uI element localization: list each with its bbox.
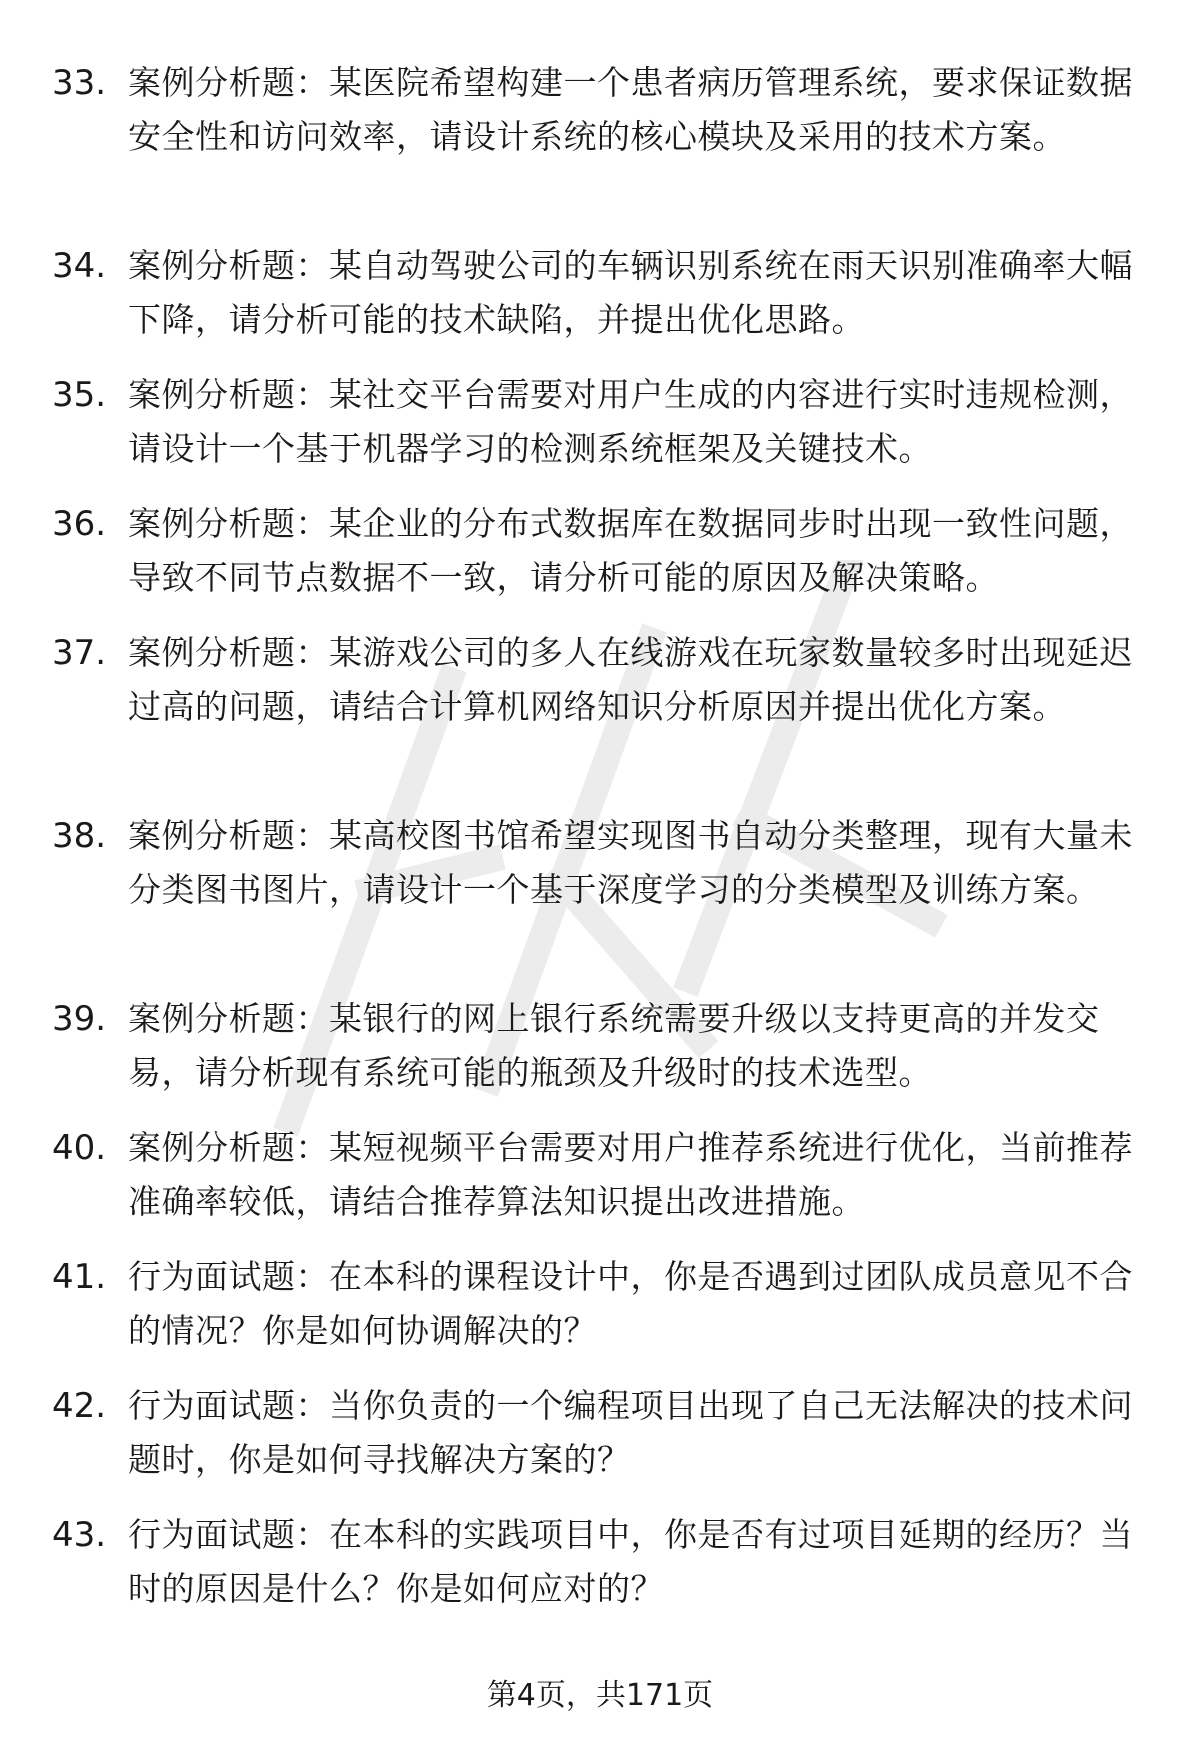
- question-number: 43.: [52, 1515, 107, 1555]
- question-number: 36.: [52, 504, 107, 544]
- question-text: 案例分析题：某游戏公司的多人在线游戏在玩家数量较多时出现延迟过高的问题，请结合计算机网络知识分析原因并提出优化方案。: [128, 633, 1133, 726]
- question-text: 行为面试题：在本科的课程设计中，你是否遇到过团队成员意见不合的情况？你是如何协调解决的？: [128, 1257, 1133, 1350]
- question-text: 行为面试题：在本科的实践项目中，你是否有过项目延期的经历？当时的原因是什么？你是如何应对的？: [128, 1515, 1133, 1608]
- question-number: 42.: [52, 1386, 107, 1426]
- question-text: 行为面试题：当你负责的一个编程项目出现了自己无法解决的技术问题时，你是如何寻找解决方案的？: [128, 1386, 1133, 1479]
- question-number: 39.: [52, 999, 107, 1039]
- page-footer: 第4页，共171页: [486, 1678, 714, 1713]
- question-number: 37.: [52, 633, 107, 673]
- question-text: 案例分析题：某企业的分布式数据库在数据同步时出现一致性问题，导致不同节点数据不一致，请分析可能的原因及解决策略。: [128, 504, 1133, 597]
- question-text: 案例分析题：某银行的网上银行系统需要升级以支持更高的并发交易，请分析现有系统可能的瓶颈及升级时的技术选型。: [128, 999, 1100, 1092]
- question-text: 案例分析题：某短视频平台需要对用户推荐系统进行优化，当前推荐准确率较低，请结合推荐算法知识提出改进措施。: [128, 1128, 1133, 1221]
- question-text: 案例分析题：某社交平台需要对用户生成的内容进行实时违规检测，请设计一个基于机器学习的检测系统框架及关键技术。: [128, 375, 1133, 468]
- question-number: 33.: [52, 63, 107, 103]
- question-text: 案例分析题：某高校图书馆希望实现图书自动分类整理，现有大量未分类图书图片，请设计一个基于深度学习的分类模型及训练方案。: [128, 816, 1133, 909]
- question-number: 38.: [52, 816, 107, 856]
- question-number: 40.: [52, 1128, 107, 1168]
- question-number: 35.: [52, 375, 107, 415]
- question-number: 34.: [52, 246, 107, 286]
- question-text: 案例分析题：某医院希望构建一个患者病历管理系统，要求保证数据安全性和访问效率，请设计系统的核心模块及采用的技术方案。: [128, 63, 1133, 156]
- question-number: 41.: [52, 1257, 107, 1297]
- question-text: 案例分析题：某自动驾驶公司的车辆识别系统在雨天识别准确率大幅下降，请分析可能的技术缺陷，并提出优化思路。: [128, 246, 1133, 339]
